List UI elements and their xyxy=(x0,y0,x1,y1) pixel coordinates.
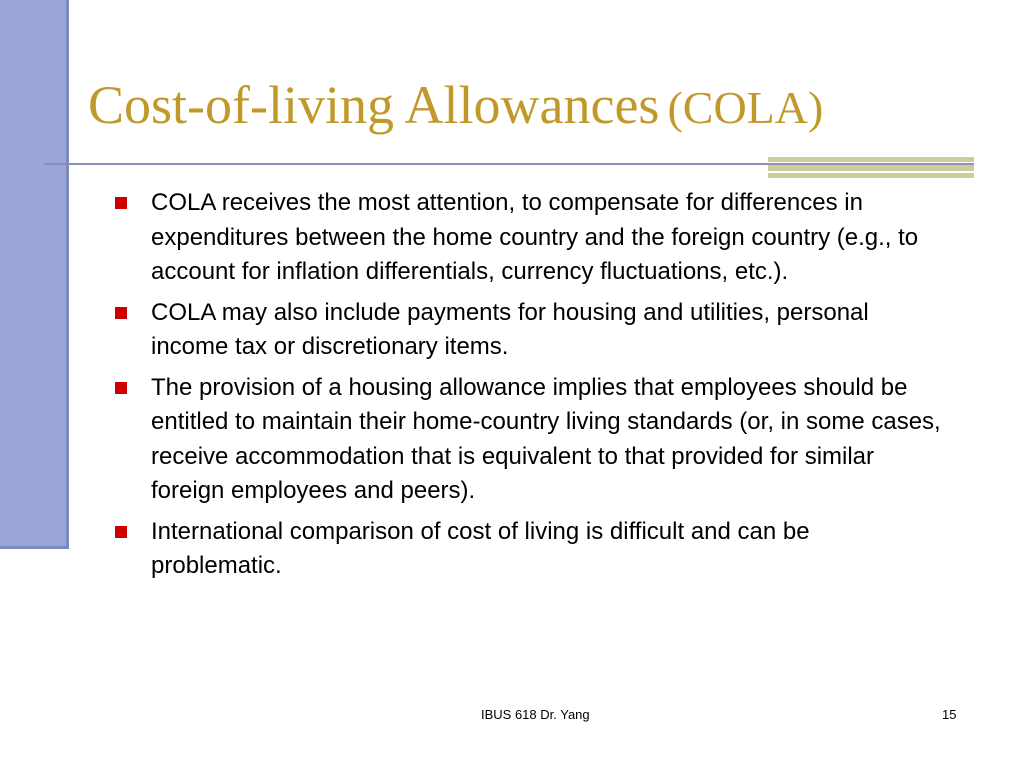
square-bullet-icon xyxy=(115,307,127,319)
accent-line xyxy=(768,173,974,178)
bullet-text: COLA may also include payments for housing and utilities, personal income tax or discretionary items. xyxy=(151,298,869,360)
bullet-text: COLA receives the most attention, to compensate for differences in expenditures between the home country and the foreign country (e.g., to account for inflation differentials, currency fluctuations, etc.). xyxy=(151,189,919,285)
square-bullet-icon xyxy=(115,197,127,209)
bullet-text: The provision of a housing allowance implies that employees should be entitled to maintain their home-country living standards (or, in some cases, receive accommodation that is equivalent to that provided for similar foreign employees and peers). xyxy=(151,373,941,504)
slide-title-abbreviation: (COLA) xyxy=(667,82,824,133)
bullet-item xyxy=(115,296,945,365)
slide-footer: IBUS 618 Dr. Yang xyxy=(481,707,590,722)
bullet-item xyxy=(115,371,945,509)
slide-title-main: Cost-of-living Allowances xyxy=(88,75,660,135)
bullet-item xyxy=(115,515,945,584)
accent-line xyxy=(768,157,974,162)
slide-title xyxy=(88,75,824,135)
accent-line xyxy=(768,165,974,171)
square-bullet-icon xyxy=(115,526,127,538)
bullet-text: International comparison of cost of living is difficult and can be problematic. xyxy=(151,517,810,579)
bullet-item xyxy=(115,186,945,290)
decorative-side-bar xyxy=(0,0,69,549)
square-bullet-icon xyxy=(115,382,127,394)
decorative-accent-lines xyxy=(768,157,974,179)
page-number: 15 xyxy=(942,707,957,722)
bullet-list xyxy=(115,186,945,590)
